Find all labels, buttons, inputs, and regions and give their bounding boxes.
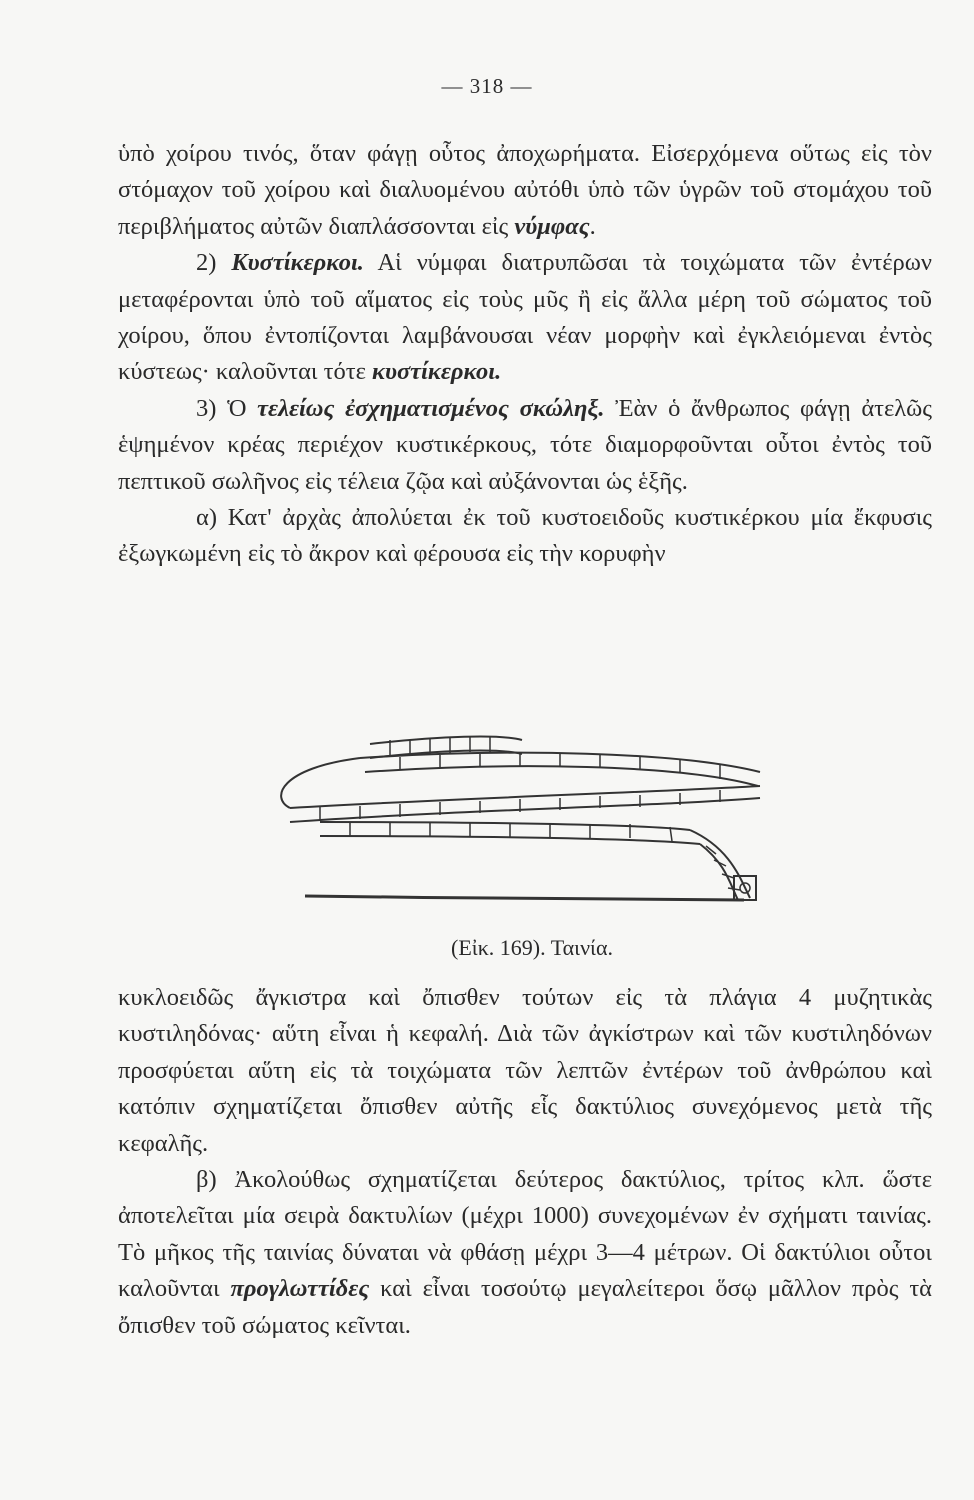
paragraph-2-text: Αἱ νύμφαι διατρυπῶσαι τὰ τοιχώματα τῶν ἐντέρων μεταφέρονται ὑπὸ τοῦ αἵματος εἰς τοὺς μῦς ἢ εἰς ἄλλα μέρη τοῦ σώματος τοῦ χοίρου, ὅπου ἐντοπίζονται λαμβάνουσαι νέαν μορφὴν καὶ ἐγκλειόμεναι ἐντὸς κύστεως· καλοῦνται τότε (118, 249, 932, 386)
paragraph-6-end: καὶ εἶναι τοσούτῳ μεγαλείτεροι ὅσῳ μᾶλλον πρὸς τὰ ὄπισθεν τοῦ σώματος κεῖνται. (118, 1275, 932, 1339)
paragraph-5: κυκλοειδῶς ἄγκιστρα καὶ ὄπισθεν τούτων εἰς τὰ πλάγια 4 μυζητικὰς κυστιληδόνας· αὕτη εἶναι ἡ κεφαλή. Διὰ τῶν ἀγκίστρων καὶ τῶν κυστιληδόνων προσφύεται αὕτη εἰς τὰ τοιχώματα τῶν λεπτῶν ἐντέρων τοῦ ἀνθρώπου καὶ κατόπιν σχηματίζεται ὄπισθεν αὐτῆς εἷς δακτύλιος συνεχόμενος μετὰ τῆς κεφαλῆς. (118, 984, 932, 1157)
paragraph-1-end: . (589, 212, 596, 240)
tapeworm-figure (260, 718, 780, 918)
term-adult-worm: τελείως ἐσχηματισμένος σκώληξ. (257, 394, 605, 422)
term-cysticerci-heading: Κυστίκερκοι. (231, 249, 364, 277)
paragraph-3 (118, 391, 932, 500)
paragraph-6 (118, 1162, 932, 1344)
paragraph-1-text: ὑπὸ χοίρου τινός, ὅταν φάγῃ οὗτος ἀποχωρήματα. Εἰσερχόμενα οὕτως εἰς τὸν στόμαχον τοῦ χοίρου καὶ διαλυομένου αὐτόθι ὑπὸ τῶν ὑγρῶν τοῦ στομάχου τοῦ περιβλήματος αὐτῶν διαπλάσσονται εἰς (118, 140, 932, 240)
term-cysticerci: κυστίκερκοι. (371, 358, 502, 386)
term-proglottids: προγλωττίδες (230, 1275, 370, 1303)
paragraph-3-num: 3) Ὁ (196, 394, 258, 422)
figure-caption: (Εἰκ. 169). Ταινία. (451, 935, 613, 960)
paragraph-2 (118, 245, 932, 391)
text-block-bottom (118, 980, 932, 1344)
paragraph-4: α) Κατ' ἀρχὰς ἀπολύεται ἐκ τοῦ κυστοειδοῦς κυστικέρκου μία ἔκφυσις ἐξωγκωμένη εἰς τὸ ἄκρον καὶ φέρουσα εἰς τὴν κορυφὴν (118, 504, 932, 568)
term-nymphs: νύμφας (514, 212, 590, 240)
page-number: — 318 — (441, 74, 533, 98)
text-block-top (118, 136, 932, 573)
paragraph-2-num: 2) (196, 249, 232, 277)
paragraph-6-text: β) Ἀκολούθως σχηματίζεται δεύτερος δακτύλιος, τρίτος κλπ. ὥστε ἀποτελεῖται μία σειρὰ δακτυλίων (μέχρι 1000) συνεχομένων ἐν σχήματι ταινίας. Τὸ μῆκος τῆς ταινίας δύναται νὰ φθάσῃ μέχρι 3—4 μέτρων. Οἱ δακτύλιοι οὗτοι καλοῦνται (118, 1166, 932, 1303)
paragraph-1 (118, 136, 932, 245)
paragraph-3-text: Ἐὰν ὁ ἄνθρωπος φάγῃ ἀτελῶς ἑψημένον κρέας περιέχον κυστικέρκους, τότε διαμορφοῦνται οὗτοι ἐντὸς τοῦ πεπτικοῦ σωλῆνος εἰς τέλεια ζῷα καὶ αὐξάνονται ὡς ἑξῆς. (118, 394, 933, 495)
